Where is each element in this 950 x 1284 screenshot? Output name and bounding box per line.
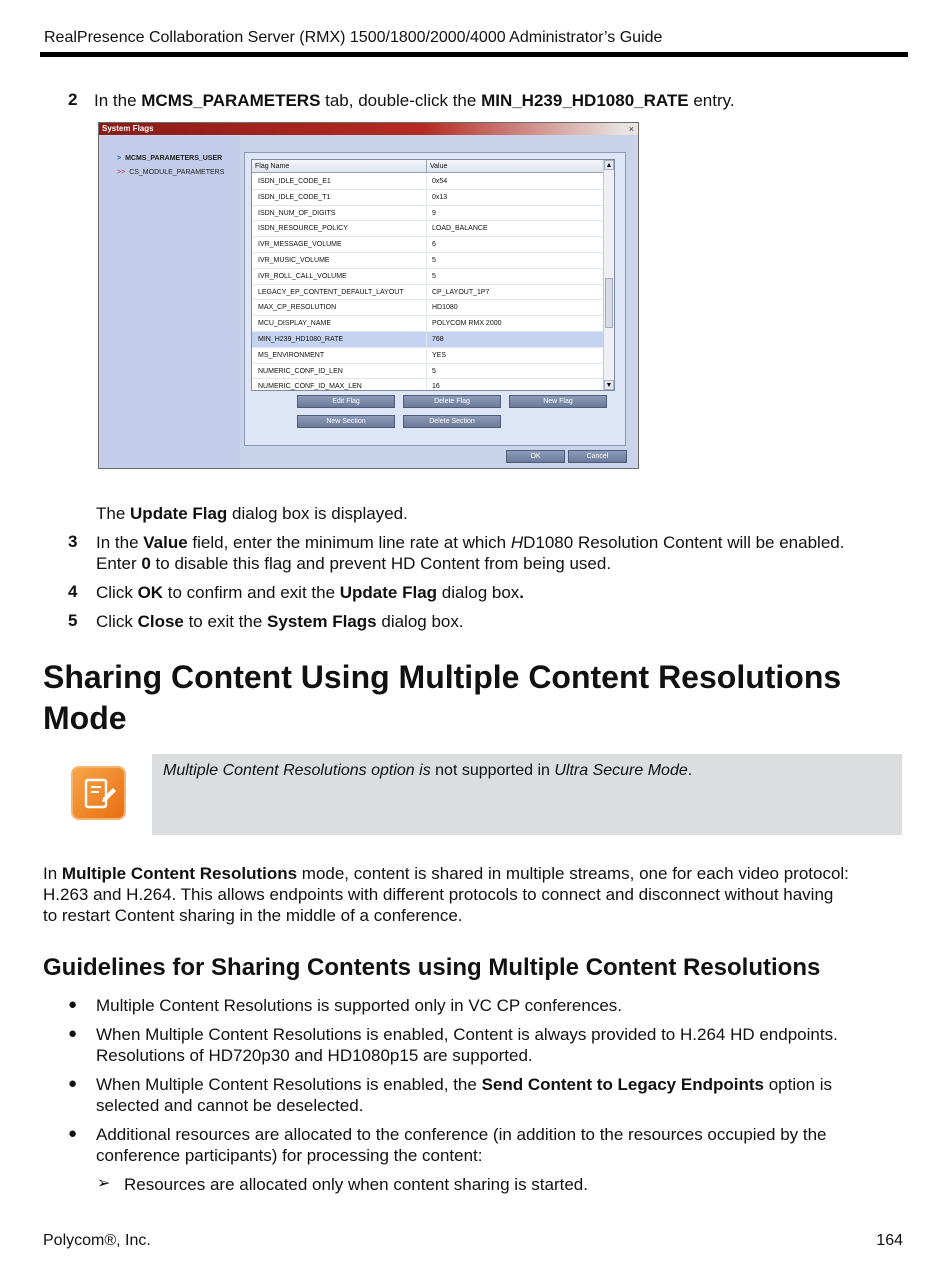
- tree-item-cs-module-parameters[interactable]: >> CS_MODULE_PARAMETERS: [117, 169, 225, 176]
- column-divider: [426, 364, 427, 379]
- note-icon: [71, 766, 126, 820]
- list-item: Additional resources are allocated to the conference (in addition to the resources occupied by the conference participants) for processing the content:: [96, 1125, 827, 1165]
- tree-item-mcms-parameters-user[interactable]: > MCMS_PARAMETERS_USER: [117, 155, 223, 162]
- column-divider: [426, 316, 427, 331]
- update-flag-note: The Update Flag dialog box is displayed.: [96, 504, 408, 523]
- column-divider: [426, 253, 427, 268]
- step-4-text: Click OK to confirm and exit the Update Flag dialog box.: [96, 583, 525, 602]
- section-tree: [100, 136, 240, 468]
- arrow-bullet-icon: ➢: [97, 1175, 111, 1192]
- bullet-icon: ●: [68, 1125, 78, 1142]
- column-divider: [426, 332, 427, 347]
- flags-table: [251, 159, 615, 391]
- flag-value-cell: 9: [432, 209, 436, 217]
- flag-name-cell: MAX_CP_RESOLUTION: [258, 304, 337, 312]
- table-row[interactable]: [252, 269, 604, 285]
- chevron-right-icon: >: [117, 155, 122, 162]
- column-header-value[interactable]: Value: [430, 163, 448, 170]
- delete-flag-button[interactable]: Delete Flag: [403, 395, 501, 408]
- flag-value-cell: 0x54: [432, 178, 448, 185]
- column-divider: [426, 348, 427, 363]
- flag-name-cell: ISDN_IDLE_CODE_T1: [258, 193, 331, 201]
- ok-button[interactable]: OK: [506, 450, 565, 463]
- table-row[interactable]: [252, 332, 604, 348]
- table-row[interactable]: [252, 364, 604, 380]
- list-item: When Multiple Content Resolutions is enabled, Content is always provided to H.264 HD endpoints. Resolutions of HD720p30 and HD1080p15 are supported.: [96, 1025, 838, 1065]
- column-divider: [426, 285, 427, 300]
- section-heading: Sharing Content Using Multiple Content Resolutions Mode: [43, 659, 842, 736]
- table-row[interactable]: [252, 379, 604, 391]
- new-flag-button[interactable]: New Flag: [509, 395, 607, 408]
- table-row[interactable]: [252, 285, 604, 301]
- column-divider: [426, 300, 427, 315]
- dialog-titlebar: [99, 123, 638, 135]
- flag-value-cell: LOAD_BALANCE: [432, 225, 488, 233]
- list-item: Multiple Content Resolutions is supported only in VC CP conferences.: [96, 996, 623, 1015]
- flag-value-cell: 5: [432, 272, 436, 280]
- flag-value-cell: POLYCOM RMX 2000: [432, 320, 502, 328]
- flag-value-cell: 6: [432, 241, 436, 249]
- step-3-text: In the Value field, enter the minimum line rate at which HD1080 Resolution Content will be enabled. Enter 0 to disable this flag and prevent HD Content from being used.: [96, 533, 845, 573]
- step-5-text: Click Close to exit the System Flags dialog box.: [96, 612, 464, 631]
- column-divider: [426, 206, 427, 221]
- flag-name-cell: MIN_H239_HD1080_RATE: [258, 335, 344, 343]
- flag-name-cell: IVR_ROLL_CALL_VOLUME: [258, 272, 347, 280]
- subsection-heading: Guidelines for Sharing Contents using Multiple Content Resolutions: [43, 954, 821, 981]
- flag-value-cell: 5: [432, 256, 436, 264]
- cancel-button[interactable]: Cancel: [568, 450, 627, 463]
- table-row[interactable]: [252, 253, 604, 269]
- flag-name-cell: ISDN_IDLE_CODE_E1: [258, 178, 331, 185]
- flag-value-cell: 16: [432, 383, 440, 391]
- column-header-flag-name[interactable]: Flag Name: [255, 163, 290, 170]
- flag-name-cell: LEGACY_EP_CONTENT_DEFAULT_LAYOUT: [258, 288, 404, 296]
- flag-name-cell: IVR_MESSAGE_VOLUME: [258, 241, 342, 249]
- flag-name-cell: IVR_MUSIC_VOLUME: [258, 256, 330, 264]
- table-row[interactable]: [252, 237, 604, 253]
- bullet-icon: ●: [68, 1025, 78, 1042]
- table-row[interactable]: [252, 348, 604, 364]
- list-item: When Multiple Content Resolutions is enabled, the Send Content to Legacy Endpoints option is selected and cannot be deselected.: [96, 1075, 833, 1115]
- close-icon[interactable]: ×: [628, 124, 634, 134]
- step-4-number: 4: [68, 582, 78, 601]
- table-row[interactable]: [252, 300, 604, 316]
- edit-flag-button[interactable]: Edit Flag: [297, 395, 395, 408]
- new-section-button[interactable]: New Section: [297, 415, 395, 428]
- step-3-number: 3: [68, 532, 78, 551]
- flag-value-cell: CP_LAYOUT_1P7: [432, 288, 490, 296]
- flags-panel: [244, 152, 626, 446]
- double-chevron-icon: >>: [117, 169, 126, 176]
- scroll-up-icon[interactable]: ▲: [605, 162, 613, 169]
- table-row[interactable]: [252, 190, 604, 206]
- footer-company: Polycom®, Inc.: [43, 1232, 151, 1249]
- table-body: [252, 174, 604, 391]
- sub-list-item: Resources are allocated only when content sharing is started.: [124, 1175, 588, 1194]
- step-2-number: 2: [68, 90, 78, 109]
- column-divider: [426, 174, 427, 189]
- page-header-title: RealPresence Collaboration Server (RMX) 1500/1800/2000/4000 Administrator’s Guide: [44, 29, 663, 46]
- flag-name-cell: NUMERIC_CONF_ID_LEN: [258, 367, 343, 375]
- flag-value-cell: YES: [432, 351, 447, 359]
- intro-paragraph: In Multiple Content Resolutions mode, content is shared in multiple streams, one for each video protocol: H.263 and H.264. This allows endpoints with different protocols to connect and disconnect without having to restart Content sharing in the middle of a conference.: [43, 864, 849, 925]
- scroll-down-icon[interactable]: ▼: [605, 382, 613, 389]
- column-divider: [426, 160, 427, 173]
- note-text: Multiple Content Resolutions option is not supported in Ultra Secure Mode.: [163, 762, 693, 779]
- flag-value-cell: 5: [432, 367, 436, 375]
- table-header: [252, 160, 604, 173]
- flag-value-cell: 0x13: [432, 193, 448, 201]
- column-divider: [426, 237, 427, 252]
- flag-name-cell: NUMERIC_CONF_ID_MAX_LEN: [258, 383, 362, 391]
- scroll-thumb[interactable]: [605, 278, 613, 328]
- column-divider: [426, 221, 427, 236]
- system-flags-dialog: [98, 122, 639, 469]
- table-row[interactable]: [252, 206, 604, 222]
- header-rule: [40, 52, 908, 57]
- table-row[interactable]: [252, 221, 604, 237]
- flag-name-cell: ISDN_RESOURCE_POLICY: [258, 225, 348, 233]
- flag-name-cell: MS_ENVIRONMENT: [258, 351, 325, 359]
- table-row[interactable]: [252, 316, 604, 332]
- column-divider: [426, 379, 427, 391]
- delete-section-button[interactable]: Delete Section: [403, 415, 501, 428]
- bullet-icon: ●: [68, 1075, 78, 1092]
- flag-value-cell: 768: [432, 335, 444, 343]
- table-scrollbar[interactable]: [603, 160, 614, 390]
- column-divider: [426, 190, 427, 205]
- footer-page-number: 164: [876, 1232, 903, 1249]
- step-5-number: 5: [68, 611, 78, 630]
- note-box: [152, 754, 902, 835]
- bullet-icon: ●: [68, 996, 78, 1013]
- flag-value-cell: HD1080: [432, 304, 458, 312]
- dialog-title: System Flags: [102, 124, 154, 133]
- flag-name-cell: ISDN_NUM_OF_DIGITS: [258, 209, 336, 217]
- column-divider: [426, 269, 427, 284]
- table-row[interactable]: [252, 174, 604, 190]
- flag-name-cell: MCU_DISPLAY_NAME: [258, 320, 332, 328]
- step-2-text: In the MCMS_PARAMETERS tab, double-click the MIN_H239_HD1080_RATE entry.: [94, 91, 735, 110]
